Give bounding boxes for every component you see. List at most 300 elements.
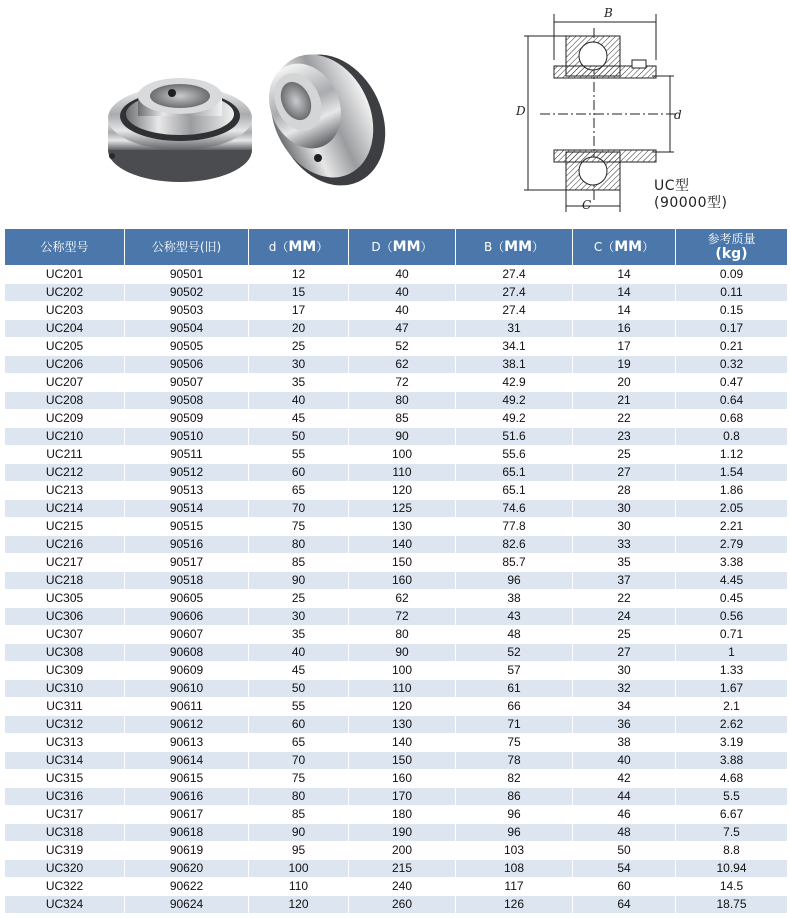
table-header-row bbox=[5, 229, 787, 265]
cell-B: 77.8 bbox=[456, 518, 572, 535]
cell-D: 140 bbox=[349, 536, 455, 553]
table-row bbox=[5, 554, 787, 571]
cell-d: 70 bbox=[249, 500, 348, 517]
cell-weight: 0.47 bbox=[676, 374, 787, 391]
cell-C: 35 bbox=[573, 554, 675, 571]
cell-C: 22 bbox=[573, 410, 675, 427]
cell-D: 90 bbox=[349, 644, 455, 661]
table-row bbox=[5, 320, 787, 337]
cell-B: 86 bbox=[456, 788, 572, 805]
cell-model-old: 90608 bbox=[125, 644, 248, 661]
cell-weight: 2.21 bbox=[676, 518, 787, 535]
cell-D: 62 bbox=[349, 590, 455, 607]
cell-model: UC214 bbox=[5, 500, 124, 517]
cell-B: 96 bbox=[456, 806, 572, 823]
cell-d: 50 bbox=[249, 680, 348, 697]
cell-B: 55.6 bbox=[456, 446, 572, 463]
cell-model-old: 90516 bbox=[125, 536, 248, 553]
cell-model: UC319 bbox=[5, 842, 124, 859]
cell-B: 27.4 bbox=[456, 302, 572, 319]
cell-weight: 10.94 bbox=[676, 860, 787, 877]
cell-d: 35 bbox=[249, 626, 348, 643]
cell-d: 80 bbox=[249, 536, 348, 553]
cell-d: 12 bbox=[249, 266, 348, 283]
cell-C: 24 bbox=[573, 608, 675, 625]
cell-model-old: 90611 bbox=[125, 698, 248, 715]
cell-d: 40 bbox=[249, 392, 348, 409]
cell-D: 150 bbox=[349, 752, 455, 769]
cell-model-old: 90610 bbox=[125, 680, 248, 697]
cell-D: 130 bbox=[349, 716, 455, 733]
cell-D: 40 bbox=[349, 266, 455, 283]
cell-D: 215 bbox=[349, 860, 455, 877]
cell-weight: 1.12 bbox=[676, 446, 787, 463]
cell-B: 82.6 bbox=[456, 536, 572, 553]
cell-model-old: 90614 bbox=[125, 752, 248, 769]
cell-weight: 6.67 bbox=[676, 806, 787, 823]
header-weight: 参考质量 (kg) bbox=[676, 229, 787, 265]
header-D: D（MM） bbox=[349, 229, 455, 265]
cell-model-old: 90507 bbox=[125, 374, 248, 391]
cell-model: UC324 bbox=[5, 896, 124, 913]
cell-C: 17 bbox=[573, 338, 675, 355]
cell-d: 100 bbox=[249, 860, 348, 877]
cell-model-old: 90605 bbox=[125, 590, 248, 607]
cell-D: 100 bbox=[349, 446, 455, 463]
cell-B: 43 bbox=[456, 608, 572, 625]
table-row bbox=[5, 752, 787, 769]
cell-B: 75 bbox=[456, 734, 572, 751]
cell-D: 140 bbox=[349, 734, 455, 751]
cell-model-old: 90514 bbox=[125, 500, 248, 517]
cell-model-old: 90504 bbox=[125, 320, 248, 337]
cell-C: 21 bbox=[573, 392, 675, 409]
cell-D: 80 bbox=[349, 626, 455, 643]
cell-model: UC314 bbox=[5, 752, 124, 769]
cell-C: 33 bbox=[573, 536, 675, 553]
label-d: d bbox=[674, 108, 682, 122]
cell-model: UC218 bbox=[5, 572, 124, 589]
cell-weight: 0.15 bbox=[676, 302, 787, 319]
cell-model-old: 90607 bbox=[125, 626, 248, 643]
table-row bbox=[5, 698, 787, 715]
cell-model-old: 90503 bbox=[125, 302, 248, 319]
label-D: D bbox=[516, 104, 526, 118]
cell-weight: 0.71 bbox=[676, 626, 787, 643]
cell-model-old: 90616 bbox=[125, 788, 248, 805]
cell-B: 51.6 bbox=[456, 428, 572, 445]
cell-model: UC210 bbox=[5, 428, 124, 445]
table-row bbox=[5, 788, 787, 805]
table-row bbox=[5, 680, 787, 697]
cell-C: 19 bbox=[573, 356, 675, 373]
cell-model: UC206 bbox=[5, 356, 124, 373]
cell-model: UC212 bbox=[5, 464, 124, 481]
cell-model-old: 90502 bbox=[125, 284, 248, 301]
cell-weight: 0.09 bbox=[676, 266, 787, 283]
cell-C: 14 bbox=[573, 266, 675, 283]
cell-B: 74.6 bbox=[456, 500, 572, 517]
cell-d: 15 bbox=[249, 284, 348, 301]
cell-weight: 4.45 bbox=[676, 572, 787, 589]
cell-D: 72 bbox=[349, 608, 455, 625]
table-row bbox=[5, 770, 787, 787]
table-row bbox=[5, 446, 787, 463]
table-row bbox=[5, 356, 787, 373]
cell-model-old: 90615 bbox=[125, 770, 248, 787]
table-row bbox=[5, 626, 787, 643]
cell-model-old: 90606 bbox=[125, 608, 248, 625]
cell-B: 78 bbox=[456, 752, 572, 769]
cell-C: 42 bbox=[573, 770, 675, 787]
cell-weight: 2.79 bbox=[676, 536, 787, 553]
cell-model-old: 90613 bbox=[125, 734, 248, 751]
cell-C: 28 bbox=[573, 482, 675, 499]
cell-C: 20 bbox=[573, 374, 675, 391]
cell-B: 117 bbox=[456, 878, 572, 895]
cell-weight: 1 bbox=[676, 644, 787, 661]
table-row bbox=[5, 860, 787, 877]
cell-model-old: 90508 bbox=[125, 392, 248, 409]
cell-D: 90 bbox=[349, 428, 455, 445]
table-row bbox=[5, 500, 787, 517]
cell-model: UC318 bbox=[5, 824, 124, 841]
cell-model-old: 90513 bbox=[125, 482, 248, 499]
cell-model-old: 90505 bbox=[125, 338, 248, 355]
cell-D: 240 bbox=[349, 878, 455, 895]
header-d: d（MM） bbox=[249, 229, 348, 265]
cell-C: 23 bbox=[573, 428, 675, 445]
cell-C: 25 bbox=[573, 446, 675, 463]
cell-weight: 0.56 bbox=[676, 608, 787, 625]
table-row bbox=[5, 572, 787, 589]
cell-D: 120 bbox=[349, 482, 455, 499]
cell-B: 126 bbox=[456, 896, 572, 913]
cell-weight: 1.86 bbox=[676, 482, 787, 499]
cell-d: 90 bbox=[249, 572, 348, 589]
cell-C: 30 bbox=[573, 518, 675, 535]
label-B: B bbox=[604, 6, 613, 20]
cell-model-old: 90620 bbox=[125, 860, 248, 877]
cell-C: 16 bbox=[573, 320, 675, 337]
cell-d: 65 bbox=[249, 482, 348, 499]
cell-d: 120 bbox=[249, 896, 348, 913]
table-row bbox=[5, 302, 787, 319]
table-row bbox=[5, 734, 787, 751]
cell-C: 37 bbox=[573, 572, 675, 589]
cell-B: 27.4 bbox=[456, 266, 572, 283]
cell-D: 80 bbox=[349, 392, 455, 409]
header-B: B（MM） bbox=[456, 229, 572, 265]
cell-C: 54 bbox=[573, 860, 675, 877]
cell-C: 14 bbox=[573, 284, 675, 301]
cell-model-old: 90510 bbox=[125, 428, 248, 445]
cell-weight: 0.64 bbox=[676, 392, 787, 409]
cell-C: 14 bbox=[573, 302, 675, 319]
cell-D: 170 bbox=[349, 788, 455, 805]
cell-model: UC322 bbox=[5, 878, 124, 895]
cell-d: 60 bbox=[249, 464, 348, 481]
cell-B: 31 bbox=[456, 320, 572, 337]
cell-D: 160 bbox=[349, 770, 455, 787]
cell-weight: 2.1 bbox=[676, 698, 787, 715]
cell-model: UC313 bbox=[5, 734, 124, 751]
cell-weight: 0.45 bbox=[676, 590, 787, 607]
cell-model: UC315 bbox=[5, 770, 124, 787]
cell-d: 30 bbox=[249, 356, 348, 373]
cell-d: 70 bbox=[249, 752, 348, 769]
table-row bbox=[5, 338, 787, 355]
cell-B: 65.1 bbox=[456, 464, 572, 481]
cell-d: 75 bbox=[249, 518, 348, 535]
cell-weight: 1.67 bbox=[676, 680, 787, 697]
cell-B: 42.9 bbox=[456, 374, 572, 391]
table-row bbox=[5, 284, 787, 301]
cell-weight: 18.75 bbox=[676, 896, 787, 913]
cell-B: 38.1 bbox=[456, 356, 572, 373]
cell-C: 38 bbox=[573, 734, 675, 751]
header-C: C（MM） bbox=[573, 229, 675, 265]
cell-weight: 1.54 bbox=[676, 464, 787, 481]
cell-d: 20 bbox=[249, 320, 348, 337]
cell-C: 50 bbox=[573, 842, 675, 859]
cell-B: 66 bbox=[456, 698, 572, 715]
table-row bbox=[5, 536, 787, 553]
cell-d: 35 bbox=[249, 374, 348, 391]
cell-B: 49.2 bbox=[456, 392, 572, 409]
cell-model-old: 90515 bbox=[125, 518, 248, 535]
cell-D: 85 bbox=[349, 410, 455, 427]
cell-D: 180 bbox=[349, 806, 455, 823]
cell-D: 260 bbox=[349, 896, 455, 913]
table-row bbox=[5, 518, 787, 535]
cell-model-old: 90618 bbox=[125, 824, 248, 841]
cell-D: 190 bbox=[349, 824, 455, 841]
cell-model-old: 90624 bbox=[125, 896, 248, 913]
cell-model: UC317 bbox=[5, 806, 124, 823]
cell-model: UC217 bbox=[5, 554, 124, 571]
table-row bbox=[5, 482, 787, 499]
label-C: C bbox=[582, 198, 592, 212]
cell-D: 110 bbox=[349, 680, 455, 697]
cell-model: UC320 bbox=[5, 860, 124, 877]
cell-model: UC308 bbox=[5, 644, 124, 661]
cell-B: 103 bbox=[456, 842, 572, 859]
bearing-cross-section-diagram bbox=[510, 0, 790, 228]
cell-weight: 0.21 bbox=[676, 338, 787, 355]
cell-B: 52 bbox=[456, 644, 572, 661]
cell-model: UC205 bbox=[5, 338, 124, 355]
cell-B: 27.4 bbox=[456, 284, 572, 301]
cell-C: 22 bbox=[573, 590, 675, 607]
cell-model-old: 90609 bbox=[125, 662, 248, 679]
cell-model: UC201 bbox=[5, 266, 124, 283]
cell-model: UC216 bbox=[5, 536, 124, 553]
diagram-caption bbox=[654, 178, 727, 212]
cell-d: 50 bbox=[249, 428, 348, 445]
table-row bbox=[5, 824, 787, 841]
cell-model: UC211 bbox=[5, 446, 124, 463]
cell-C: 32 bbox=[573, 680, 675, 697]
cell-weight: 3.19 bbox=[676, 734, 787, 751]
cell-d: 65 bbox=[249, 734, 348, 751]
cell-weight: 4.68 bbox=[676, 770, 787, 787]
cell-weight: 2.05 bbox=[676, 500, 787, 517]
cell-d: 40 bbox=[249, 644, 348, 661]
cell-B: 61 bbox=[456, 680, 572, 697]
cell-d: 25 bbox=[249, 590, 348, 607]
cell-D: 100 bbox=[349, 662, 455, 679]
cell-weight: 1.33 bbox=[676, 662, 787, 679]
cell-C: 30 bbox=[573, 662, 675, 679]
table-row bbox=[5, 428, 787, 445]
cell-weight: 0.68 bbox=[676, 410, 787, 427]
cell-model: UC309 bbox=[5, 662, 124, 679]
cell-d: 45 bbox=[249, 662, 348, 679]
cell-C: 27 bbox=[573, 644, 675, 661]
cell-model-old: 90622 bbox=[125, 878, 248, 895]
cell-C: 44 bbox=[573, 788, 675, 805]
cell-d: 60 bbox=[249, 716, 348, 733]
cell-d: 17 bbox=[249, 302, 348, 319]
cell-d: 85 bbox=[249, 554, 348, 571]
cell-B: 65.1 bbox=[456, 482, 572, 499]
cell-model: UC306 bbox=[5, 608, 124, 625]
cell-B: 34.1 bbox=[456, 338, 572, 355]
cell-D: 72 bbox=[349, 374, 455, 391]
cell-weight: 14.5 bbox=[676, 878, 787, 895]
cell-B: 82 bbox=[456, 770, 572, 787]
cell-D: 200 bbox=[349, 842, 455, 859]
cell-model: UC204 bbox=[5, 320, 124, 337]
cell-d: 75 bbox=[249, 770, 348, 787]
cell-model: UC311 bbox=[5, 698, 124, 715]
cell-model-old: 90612 bbox=[125, 716, 248, 733]
cell-d: 25 bbox=[249, 338, 348, 355]
cell-B: 96 bbox=[456, 824, 572, 841]
cell-D: 52 bbox=[349, 338, 455, 355]
cell-d: 110 bbox=[249, 878, 348, 895]
cell-D: 150 bbox=[349, 554, 455, 571]
cell-d: 30 bbox=[249, 608, 348, 625]
cell-d: 80 bbox=[249, 788, 348, 805]
caption-type: UC型 bbox=[654, 178, 690, 194]
table-row bbox=[5, 716, 787, 733]
cell-B: 108 bbox=[456, 860, 572, 877]
cell-weight: 3.38 bbox=[676, 554, 787, 571]
cell-model-old: 90509 bbox=[125, 410, 248, 427]
cell-C: 25 bbox=[573, 626, 675, 643]
cell-C: 64 bbox=[573, 896, 675, 913]
cell-D: 47 bbox=[349, 320, 455, 337]
cell-weight: 5.5 bbox=[676, 788, 787, 805]
cell-model: UC209 bbox=[5, 410, 124, 427]
cell-d: 45 bbox=[249, 410, 348, 427]
cell-d: 90 bbox=[249, 824, 348, 841]
table-body bbox=[5, 266, 787, 913]
table-row bbox=[5, 374, 787, 391]
cell-weight: 0.8 bbox=[676, 428, 787, 445]
cell-weight: 0.11 bbox=[676, 284, 787, 301]
table-row bbox=[5, 608, 787, 625]
table-row bbox=[5, 662, 787, 679]
cell-d: 55 bbox=[249, 446, 348, 463]
table-row bbox=[5, 266, 787, 283]
cell-D: 125 bbox=[349, 500, 455, 517]
cell-d: 95 bbox=[249, 842, 348, 859]
bearing-photo-side bbox=[251, 36, 405, 203]
table-row bbox=[5, 806, 787, 823]
cell-model: UC316 bbox=[5, 788, 124, 805]
cell-model-old: 90518 bbox=[125, 572, 248, 589]
cell-B: 96 bbox=[456, 572, 572, 589]
cell-d: 55 bbox=[249, 698, 348, 715]
table-row bbox=[5, 464, 787, 481]
cell-model-old: 90506 bbox=[125, 356, 248, 373]
table-row bbox=[5, 410, 787, 427]
cell-C: 60 bbox=[573, 878, 675, 895]
cell-D: 62 bbox=[349, 356, 455, 373]
cell-weight: 0.17 bbox=[676, 320, 787, 337]
cell-weight: 0.32 bbox=[676, 356, 787, 373]
cell-C: 36 bbox=[573, 716, 675, 733]
cell-C: 27 bbox=[573, 464, 675, 481]
caption-series: (90000型) bbox=[654, 195, 728, 211]
cell-B: 48 bbox=[456, 626, 572, 643]
cell-model-old: 90511 bbox=[125, 446, 248, 463]
cell-B: 85.7 bbox=[456, 554, 572, 571]
cell-C: 40 bbox=[573, 752, 675, 769]
table-row bbox=[5, 644, 787, 661]
cell-model-old: 90512 bbox=[125, 464, 248, 481]
cell-model: UC215 bbox=[5, 518, 124, 535]
table-row bbox=[5, 590, 787, 607]
table-row bbox=[5, 896, 787, 913]
cell-model: UC310 bbox=[5, 680, 124, 697]
cell-model: UC208 bbox=[5, 392, 124, 409]
cell-weight: 3.88 bbox=[676, 752, 787, 769]
cell-B: 38 bbox=[456, 590, 572, 607]
cell-B: 71 bbox=[456, 716, 572, 733]
cell-model-old: 90501 bbox=[125, 266, 248, 283]
cell-weight: 2.62 bbox=[676, 716, 787, 733]
header-model: 公称型号 bbox=[5, 229, 124, 265]
cell-D: 40 bbox=[349, 284, 455, 301]
table-row bbox=[5, 842, 787, 859]
cell-model: UC307 bbox=[5, 626, 124, 643]
cell-model: UC203 bbox=[5, 302, 124, 319]
cell-model-old: 90619 bbox=[125, 842, 248, 859]
cell-D: 120 bbox=[349, 698, 455, 715]
cell-model: UC305 bbox=[5, 590, 124, 607]
cell-model: UC207 bbox=[5, 374, 124, 391]
cell-model: UC213 bbox=[5, 482, 124, 499]
cell-model: UC312 bbox=[5, 716, 124, 733]
cell-C: 48 bbox=[573, 824, 675, 841]
cell-D: 110 bbox=[349, 464, 455, 481]
cell-C: 46 bbox=[573, 806, 675, 823]
cell-model: UC202 bbox=[5, 284, 124, 301]
cell-d: 85 bbox=[249, 806, 348, 823]
cell-B: 49.2 bbox=[456, 410, 572, 427]
cell-weight: 8.8 bbox=[676, 842, 787, 859]
table-row bbox=[5, 878, 787, 895]
cell-C: 30 bbox=[573, 500, 675, 517]
cell-D: 130 bbox=[349, 518, 455, 535]
spec-table bbox=[4, 228, 788, 914]
table-row bbox=[5, 392, 787, 409]
cell-C: 34 bbox=[573, 698, 675, 715]
